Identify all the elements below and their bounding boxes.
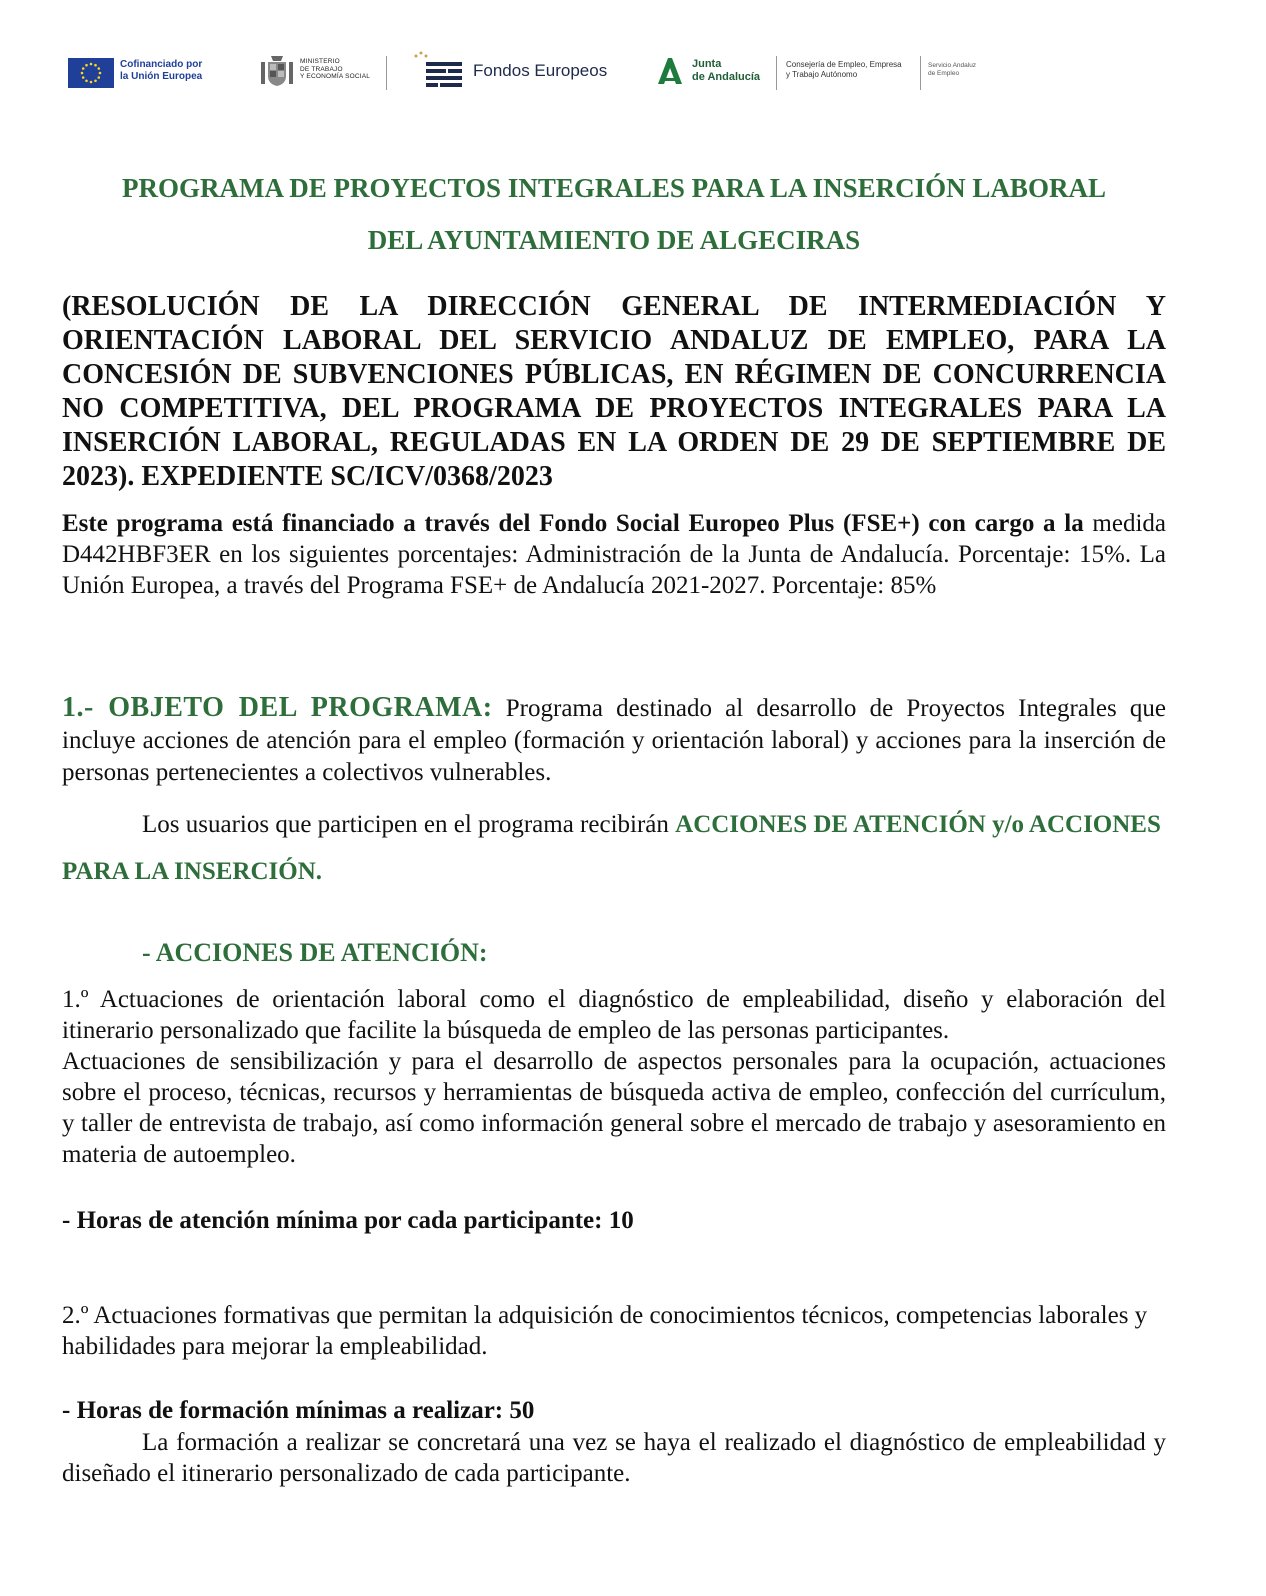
sae-line2: de Empleo [928, 70, 960, 77]
sae-line1: Servicio Andaluz [928, 62, 977, 69]
acciones-item1-paragraph: 1.º Actuaciones de orientación laboral como el diagnóstico de empleabilidad, diseño y elaboración del itinerario personalizado que facilite la búsqueda de empleo de las personas participantes. [62, 986, 1166, 1044]
junta-andalucia-logo [654, 48, 1014, 98]
resolution-paragraph: (RESOLUCIÓN DE LA DIRECCIÓN GENERAL DE INTERMEDIACIÓN Y ORIENTACIÓN LABORAL DEL SERVICIO ANDALUZ DE EMPLEO, PARA LA CONCESIÓN DE SUBVENCIONES PÚBLICAS, EN RÉGIMEN DE CONCURRENCIA NO COMPETITIVA, DEL PROGRAMA DE PROYECTOS INTEGRALES PARA LA INSERCIÓN LABORAL, REGULADAS EN LA ORDEN DE 29 DE SEPTIEMBRE DE 2023). EXPEDIENTE SC/ICV/0368/2023 [62, 291, 1166, 492]
funding-bold-text: Este programa está financiado a través del Fondo Social Europeo Plus (FSE+) con cargo a la [62, 510, 1084, 537]
hours-atencion: - Horas de atención mínima por cada participante: 10 [62, 1207, 634, 1234]
logo-header [68, 48, 1008, 98]
consejeria-text [786, 60, 902, 80]
spain-crest-icon [258, 54, 296, 95]
eu-logo-line2: la Unión Europea [120, 71, 203, 82]
funding-text: medida D442HBF3ER en los siguientes porcentajes: Administración de la Junta de Andalucía. Porcentaje: 15%. La Unión Europea, a través del Programa FSE+ de Andalucía 2021-2027. Porcentaje: 85% [62, 510, 1166, 599]
logo-divider [386, 56, 387, 90]
ministry-line3: Y ECONOMÍA SOCIAL [300, 73, 371, 80]
eu-cofinancing-logo [68, 48, 228, 98]
funding-paragraph [62, 508, 1166, 601]
junta-line1: Junta [692, 58, 722, 70]
acciones-atencion-heading: - ACCIONES DE ATENCIÓN: [142, 938, 488, 967]
fondos-europeos-icon [410, 50, 466, 95]
logo-divider [920, 56, 921, 90]
consejeria-line1: Consejería de Empleo, Empresa [786, 60, 902, 69]
objeto-heading: 1.- OBJETO DEL PROGRAMA: [62, 692, 493, 723]
logo-divider [776, 56, 777, 90]
objeto-text: Programa destinado al desarrollo de Proyectos Integrales que incluye acciones de atención para el empleo (formación y orientación laboral) y acciones para la inserción de personas pertenecientes a colectivos vulnerables. [62, 695, 1167, 786]
formacion-note-paragraph: La formación a realizar se concretará una vez se haya el realizado el diagnóstico de empleabilidad y diseñado el itinerario personalizado de cada participante. [62, 1429, 1166, 1487]
objeto-paragraph [62, 692, 1166, 789]
junta-andalucia-icon [654, 56, 686, 91]
eu-flag-icon [68, 58, 114, 88]
hours-formacion: - Horas de formación mínimas a realizar: 50 [62, 1397, 535, 1424]
ministry-line1: MINISTERIO [300, 58, 340, 65]
acciones-item2-paragraph: 2.º Actuaciones formativas que permitan la adquisición de conocimientos técnicos, competencias laborales y habilidades para mejorar la empleabilidad. [62, 1302, 1148, 1360]
junta-andalucia-text [692, 58, 760, 84]
fondos-europeos-text: Fondos Europeos [473, 61, 608, 80]
document-title-line1: PROGRAMA DE PROYECTOS INTEGRALES PARA LA INSERCIÓN LABORAL [122, 173, 1106, 203]
eu-logo-line1: Cofinanciado por [120, 59, 203, 70]
fondos-europeos-logo [410, 48, 610, 98]
consejeria-line2: y Trabajo Autónomo [786, 70, 858, 79]
sae-text [928, 62, 976, 78]
eu-logo-text [120, 59, 202, 83]
acciones-item1b-paragraph: Actuaciones de sensibilización y para el desarrollo de aspectos personales para la ocupación, actuaciones sobre el proceso, técnicas, recursos y herramientas de búsqueda activa de empleo, confección del currículum, y taller de entrevista de trabajo, así como información general sobre el mercado de trabajo y asesoramiento en materia de autoempleo. [62, 1048, 1166, 1168]
document-title-line2: DEL AYUNTAMIENTO DE ALGECIRAS [367, 225, 861, 255]
ministry-logo [258, 48, 398, 98]
usuarios-paragraph [62, 801, 1166, 895]
junta-line2: de Andalucía [692, 71, 761, 83]
usuarios-text: Los usuarios que participen en el programa recibirán [142, 811, 676, 838]
ministry-line2: DE TRABAJO [300, 65, 343, 73]
usuarios-highlight: ACCIONES DE ATENCIÓN y/o ACCIONES PARA LA INSERCIÓN. [62, 811, 1161, 885]
ministry-text [300, 58, 380, 81]
